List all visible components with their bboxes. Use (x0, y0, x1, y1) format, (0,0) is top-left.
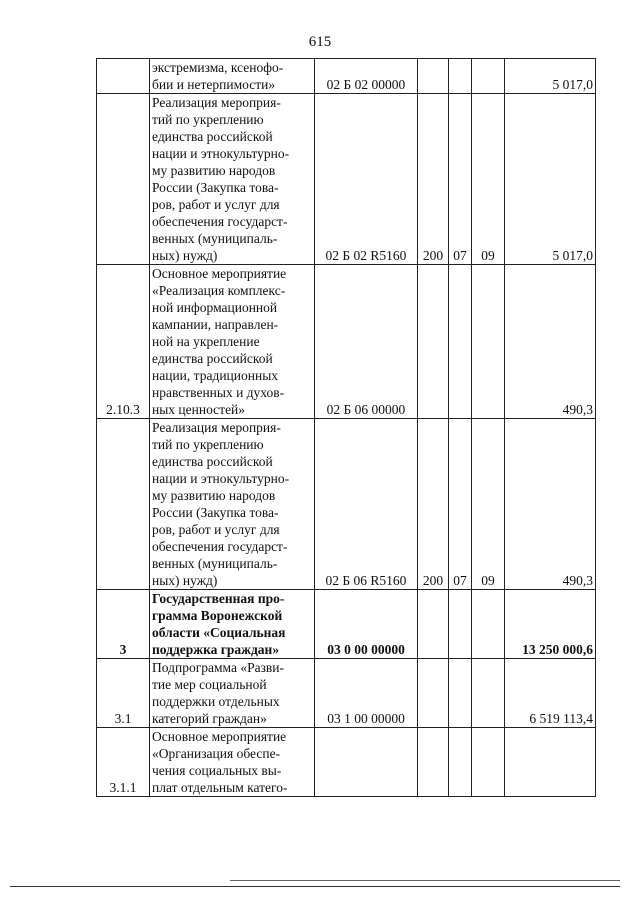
table-row (97, 265, 596, 419)
amount-cell (505, 94, 596, 265)
row-number-cell (97, 94, 150, 265)
subsection-cell (472, 265, 505, 419)
amount-cell (505, 59, 596, 94)
expense-type-cell (418, 728, 449, 797)
subsection-text: 09 (481, 573, 495, 588)
budget-table (96, 58, 596, 797)
row-number-cell (97, 590, 150, 659)
amount-text: 490,3 (562, 573, 593, 588)
amount-cell (505, 419, 596, 590)
table-row (97, 659, 596, 728)
target-code-text: 03 1 00 00000 (327, 711, 405, 726)
target-code-cell (315, 659, 418, 728)
amount-text: 5 017,0 (552, 248, 593, 263)
footer-rule-short (230, 880, 620, 881)
amount-cell (505, 590, 596, 659)
table-row (97, 728, 596, 797)
row-name-text: Основное мероприятие «Реализация комплекс- ной информационной кампании, направлен- ной на укрепление единства российской нации, традиционных нравственных и духов- ных ценностей» (152, 266, 287, 417)
subsection-cell (472, 94, 505, 265)
section-cell (449, 659, 472, 728)
row-number-text: 3.1 (114, 711, 132, 726)
page-number: 615 (308, 34, 332, 50)
target-code-text: 02 Б 02 R5160 (325, 248, 407, 263)
budget-table-body (97, 59, 596, 797)
section-cell (449, 59, 472, 94)
amount-text: 5 017,0 (552, 77, 593, 92)
table-row (97, 419, 596, 590)
subsection-cell (472, 659, 505, 728)
row-name-text: Государственная про- грамма Воронежской области «Социальная поддержка граждан» (152, 591, 286, 657)
target-code-text: 02 Б 02 00000 (326, 77, 406, 92)
row-number-cell (97, 659, 150, 728)
amount-text: 13 250 000,6 (522, 642, 593, 657)
row-name-text: экстремизма, ксенофо- бии и нетерпимости» (152, 60, 284, 92)
subsection-cell (472, 728, 505, 797)
row-number-cell (97, 728, 150, 797)
footer-rule (10, 886, 620, 887)
row-name-cell (150, 59, 315, 94)
subsection-cell (472, 419, 505, 590)
expense-type-cell (418, 590, 449, 659)
row-name-cell (150, 94, 315, 265)
expense-type-text: 200 (422, 573, 444, 588)
row-number-text: 2.10.3 (106, 402, 140, 417)
target-code-cell (315, 94, 418, 265)
section-cell (449, 265, 472, 419)
row-number-text: 3 (119, 642, 127, 657)
row-number-cell (97, 265, 150, 419)
row-number-text: 3.1.1 (109, 780, 137, 795)
amount-text: 490,3 (562, 402, 593, 417)
target-code-cell (315, 419, 418, 590)
target-code-cell (315, 728, 418, 797)
row-number-cell (97, 419, 150, 590)
target-code-cell (315, 59, 418, 94)
subsection-cell (472, 590, 505, 659)
row-name-text: Подпрограмма «Разви- тие мер социальной поддержки отдельных категорий граждан» (152, 660, 285, 726)
row-name-text: Основное мероприятие «Организация обеспе- чения социальных вы- плат отдельным катего- (152, 729, 288, 795)
row-name-cell (150, 265, 315, 419)
row-name-text: Реализация мероприя- тий по укреплению единства российской нации и этнокультурно- му развитию народов России (Закупка това- ров, работ и услуг для обеспечения государст- венных (муниципаль- ных) нужд) (152, 420, 290, 588)
target-code-cell (315, 590, 418, 659)
expense-type-cell (418, 265, 449, 419)
target-code-text: 02 Б 06 R5160 (325, 573, 407, 588)
expense-type-cell (418, 59, 449, 94)
row-name-cell (150, 659, 315, 728)
row-number-cell (97, 59, 150, 94)
section-text: 07 (453, 248, 467, 263)
amount-cell (505, 659, 596, 728)
expense-type-text: 200 (422, 248, 444, 263)
section-cell (449, 94, 472, 265)
row-name-cell (150, 419, 315, 590)
target-code-text: 03 0 00 00000 (327, 642, 405, 657)
row-name-text: Реализация мероприя- тий по укреплению единства российской нации и этнокультурно- му развитию народов России (Закупка това- ров, работ и услуг для обеспечения государст- венных (муниципаль- ных) нужд) (152, 95, 290, 263)
target-code-text: 02 Б 06 00000 (326, 402, 406, 417)
expense-type-cell (418, 659, 449, 728)
table-row (97, 590, 596, 659)
table-row (97, 59, 596, 94)
table-row (97, 94, 596, 265)
row-name-cell (150, 728, 315, 797)
section-cell (449, 590, 472, 659)
row-name-cell (150, 590, 315, 659)
subsection-text: 09 (481, 248, 495, 263)
expense-type-cell (418, 419, 449, 590)
section-cell (449, 419, 472, 590)
section-cell (449, 728, 472, 797)
subsection-cell (472, 59, 505, 94)
amount-cell (505, 265, 596, 419)
target-code-cell (315, 265, 418, 419)
amount-cell (505, 728, 596, 797)
section-text: 07 (453, 573, 467, 588)
expense-type-cell (418, 94, 449, 265)
amount-text: 6 519 113,4 (529, 711, 593, 726)
